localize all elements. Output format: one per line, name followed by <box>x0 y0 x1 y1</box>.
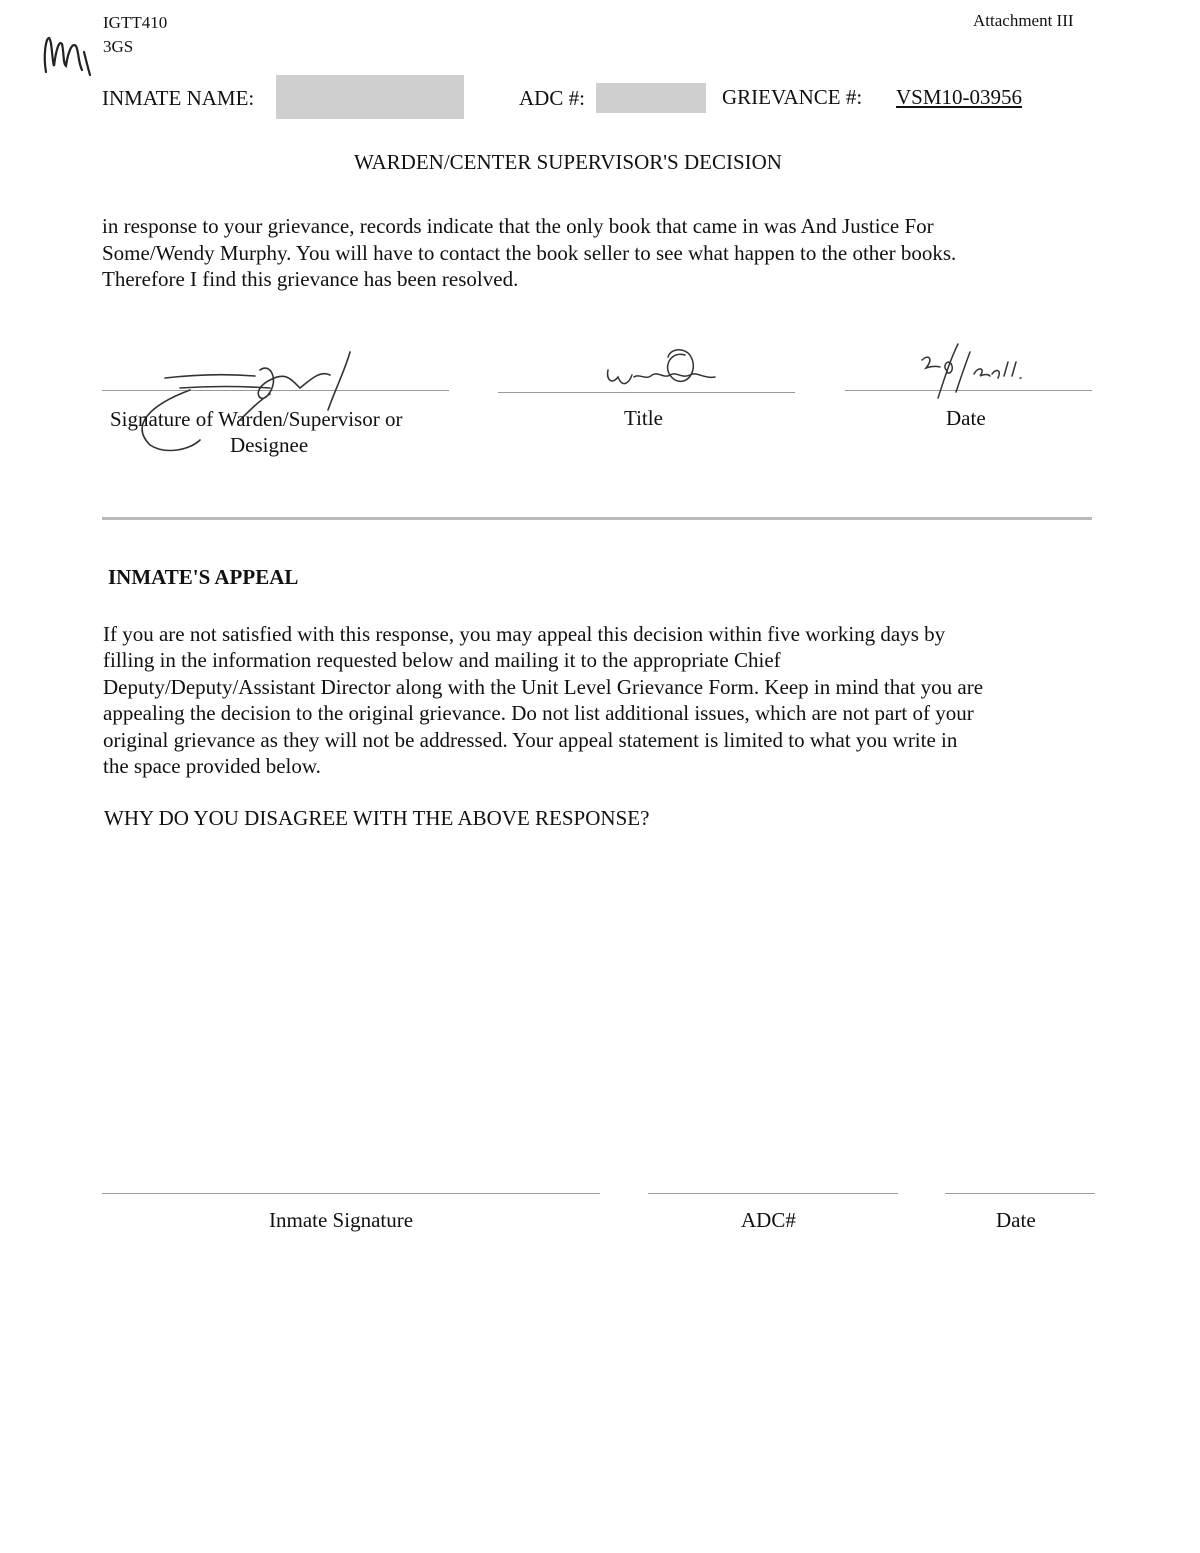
inmate-adc-label: ADC# <box>741 1208 796 1232</box>
attachment-label: Attachment III <box>973 11 1074 30</box>
adc-number-label: ADC #: <box>519 86 585 110</box>
grievance-number-label: GRIEVANCE #: <box>722 85 863 109</box>
form-sub-code: 3GS <box>103 37 134 56</box>
appeal-line: the space provided below. <box>103 754 321 779</box>
section-divider <box>102 517 1092 520</box>
inmate-adc-line[interactable] <box>648 1193 898 1194</box>
appeal-heading: INMATE'S APPEAL <box>108 565 299 589</box>
decision-line: in response to your grievance, records indicate that the only book that came in was And Justice For <box>102 214 934 238</box>
decision-title: WARDEN/CENTER SUPERVISOR'S DECISION <box>354 150 782 174</box>
appeal-line: original grievance as they will not be addressed. Your appeal statement is limited to what you write in <box>103 727 958 752</box>
grievance-number-value: VSM10-03956 <box>896 85 1023 109</box>
decision-body <box>102 213 956 293</box>
inmate-date-line[interactable] <box>945 1193 1095 1194</box>
appeal-instructions <box>103 621 983 779</box>
handwritten-date-mark <box>918 340 1028 400</box>
appeal-question: WHY DO YOU DISAGREE WITH THE ABOVE RESPONSE? <box>104 806 650 830</box>
adc-number-redacted <box>596 83 706 113</box>
appeal-line: appealing the decision to the original grievance. Do not list additional issues, which are not part of your <box>103 701 974 726</box>
appeal-response-area[interactable] <box>102 840 1092 1180</box>
date-label: Date <box>946 406 986 430</box>
form-code: IGTT410 <box>103 13 168 32</box>
handwritten-title-mark <box>600 345 730 395</box>
appeal-line: If you are not satisfied with this response, you may appeal this decision within five working days by <box>103 622 946 646</box>
inmate-name-redacted <box>276 75 464 119</box>
appeal-line: filling in the information requested below and mailing it to the appropriate Chief <box>103 648 781 673</box>
appeal-line: Deputy/Deputy/Assistant Director along with the Unit Level Grievance Form. Keep in mind that you are <box>103 674 984 699</box>
title-label: Title <box>624 406 663 430</box>
decision-line: Some/Wendy Murphy. You will have to contact the book seller to see what happen to the other books. <box>102 240 957 265</box>
inmate-name-label: INMATE NAME: <box>102 86 255 110</box>
warden-signature-label-designee: Designee <box>230 433 309 457</box>
warden-signature-label: Signature of Warden/Supervisor or <box>110 407 403 431</box>
decision-line: Therefore I find this grievance has been resolved. <box>102 267 519 291</box>
inmate-signature-label: Inmate Signature <box>269 1208 414 1232</box>
inmate-signature-line[interactable] <box>102 1193 600 1194</box>
handwritten-initials-mark <box>40 30 92 80</box>
inmate-date-label: Date <box>996 1208 1036 1232</box>
